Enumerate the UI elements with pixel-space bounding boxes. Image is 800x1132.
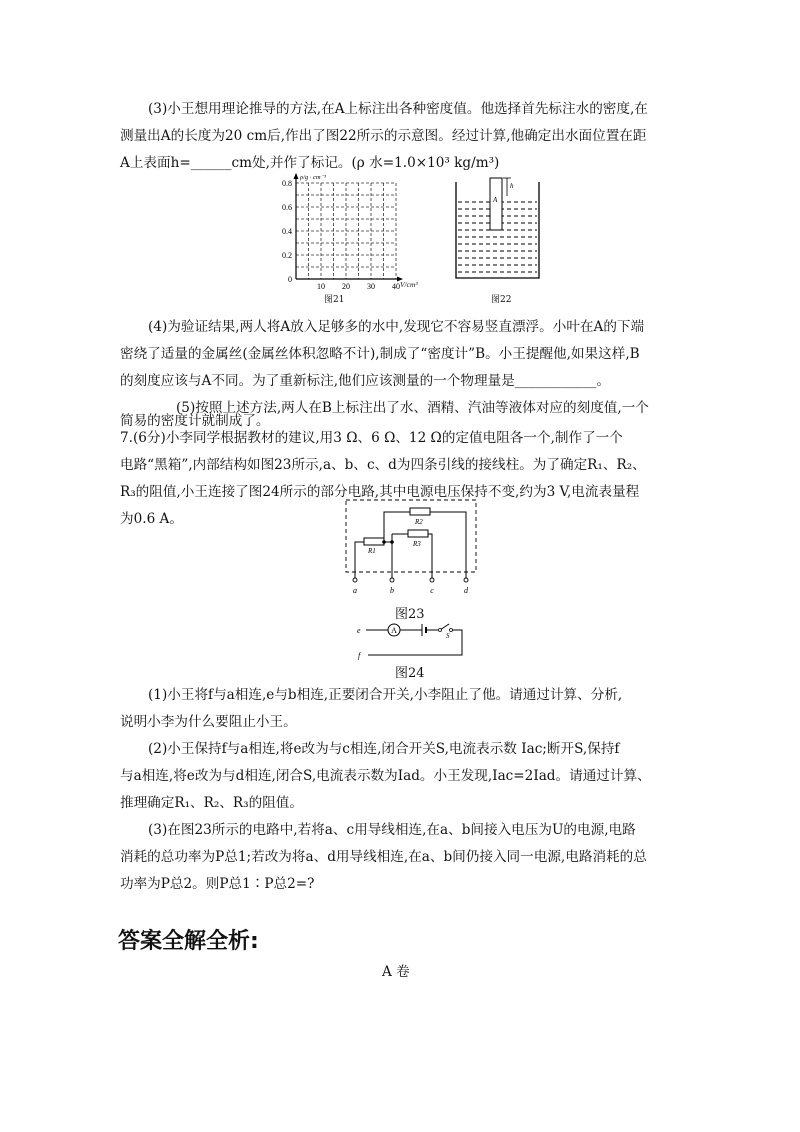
q6-part3-line1: (3)小王想用理论推导的方法,在A上标注出各种密度值。他选择首先标注水的密度,在 — [148, 101, 648, 117]
figure-21-caption: 图21 — [324, 295, 345, 305]
y-tick-label: 0 — [288, 275, 292, 284]
q7-part3-line3: 功率为P总2。则P总1∶P总2=? — [120, 876, 315, 892]
switch-label: S — [446, 632, 450, 640]
q6-part3-line3: A上表面h=______cm处,并作了标记。(ρ 水=1.0×10³ kg/m³) — [120, 155, 500, 171]
q6-part5-line1: (5)按照上述方法,两人在B上标注出了水、酒精、汽油等液体对应的刻度值,一个 — [176, 400, 649, 416]
terminal-c: c — [430, 586, 434, 595]
terminal-d: d — [464, 586, 468, 595]
label-h: h — [510, 182, 514, 190]
y-tick-label: 0.4 — [282, 227, 292, 236]
y-axis-label: ρ/g · cm⁻³ — [300, 174, 327, 181]
q6-part5-line2: 简易的密度计就制成了。 — [120, 413, 270, 429]
label-e: e — [357, 626, 361, 635]
q7-part2-line3: 推理确定R₁、R₂、R₃的阻值。 — [120, 795, 303, 811]
q7-part1-line1: (1)小王将f与a相连,e与b相连,正要闭合开关,小李阻止了他。请通过计算、分析, — [148, 687, 623, 703]
figure-22-beaker — [452, 172, 552, 284]
q7-part2-line1: (2)小王保持f与a相连,将e改为与c相连,闭合开关S,电流表示数 Iac;断开S,保持f — [148, 741, 620, 757]
y-tick-label: 0.6 — [282, 203, 292, 212]
terminal-b: b — [390, 586, 394, 595]
label-R1: R1 — [368, 547, 376, 555]
q7-part2-line2: 与a相连,将e改为与d相连,闭合S,电流表示数为Iad。小王发现,Iac=2Iad。请通过计算、 — [120, 768, 651, 784]
label-f: f — [358, 651, 361, 660]
q6-part4-line3: 的刻度应该与A不同。为了重新标注,他们应该测量的一个物理量是____________。 — [120, 373, 610, 389]
ammeter-label: A — [391, 626, 397, 635]
q7-part1-line2: 说明小李为什么要阻止小王。 — [120, 714, 297, 730]
x-tick-label: 30 — [367, 282, 375, 290]
q7-intro-line1: 7.(6分)小李同学根据教材的建议,用3 Ω、6 Ω、12 Ω的定值电阻各一个,制作了一个 — [120, 430, 623, 446]
figure-24-circuit — [356, 618, 468, 662]
figure-22-caption: 图22 — [491, 295, 512, 305]
label-R2: R2 — [415, 518, 423, 526]
terminal-a: a — [353, 586, 357, 595]
x-tick-label: 10 — [317, 282, 325, 290]
label-A: A — [493, 196, 498, 204]
x-axis-label: V/cm³ — [400, 280, 418, 289]
q6-part3-line2: 测量出A的长度为20 cm后,作出了图22所示的示意图。经过计算,他确定出水面位置在距 — [120, 128, 647, 144]
answer-section-label: A 卷 — [382, 964, 410, 980]
y-tick-label: 0.2 — [282, 251, 292, 260]
figure-21-graph — [272, 172, 412, 290]
q6-part4-line2: 密绕了适量的金属丝(金属丝体积忽略不计),制成了“密度计”B。小王提醒他,如果这样,B — [120, 346, 640, 362]
figure-23-circuit — [340, 496, 482, 602]
figure-23-caption: 图23 — [395, 607, 425, 622]
q7-part3-line1: (3)在图23所示的电路中,若将a、c用导线相连,在a、b间接入电压为U的电源,电路 — [148, 822, 636, 838]
q7-intro-line4: 为0.6 A。 — [120, 511, 183, 527]
q6-part4-line1: (4)为验证结果,两人将A放入足够多的水中,发现它不容易竖直漂浮。小叶在A的下端 — [148, 319, 645, 335]
figure-24-caption: 图24 — [395, 666, 425, 681]
y-tick-label: 0.8 — [282, 179, 292, 188]
q7-part3-line2: 消耗的总功率为P总1;若改为将a、d用导线相连,在a、b间仍接入同一电源,电路消耗的总 — [120, 849, 647, 865]
answer-heading: 答案全解全析: — [118, 929, 259, 954]
q7-intro-line2: 电路“黑箱”,内部结构如图23所示,a、b、c、d为四条引线的接线柱。为了确定R₁、R₂、 — [120, 457, 646, 473]
x-tick-label: 40 — [392, 282, 400, 290]
q7-intro-line3: R₃的阻值,小王连接了图24所示的部分电路,其中电源电压保持不变,约为3 V,电流表量程 — [120, 484, 640, 500]
label-R3: R3 — [413, 540, 421, 548]
x-tick-label: 20 — [342, 282, 350, 290]
